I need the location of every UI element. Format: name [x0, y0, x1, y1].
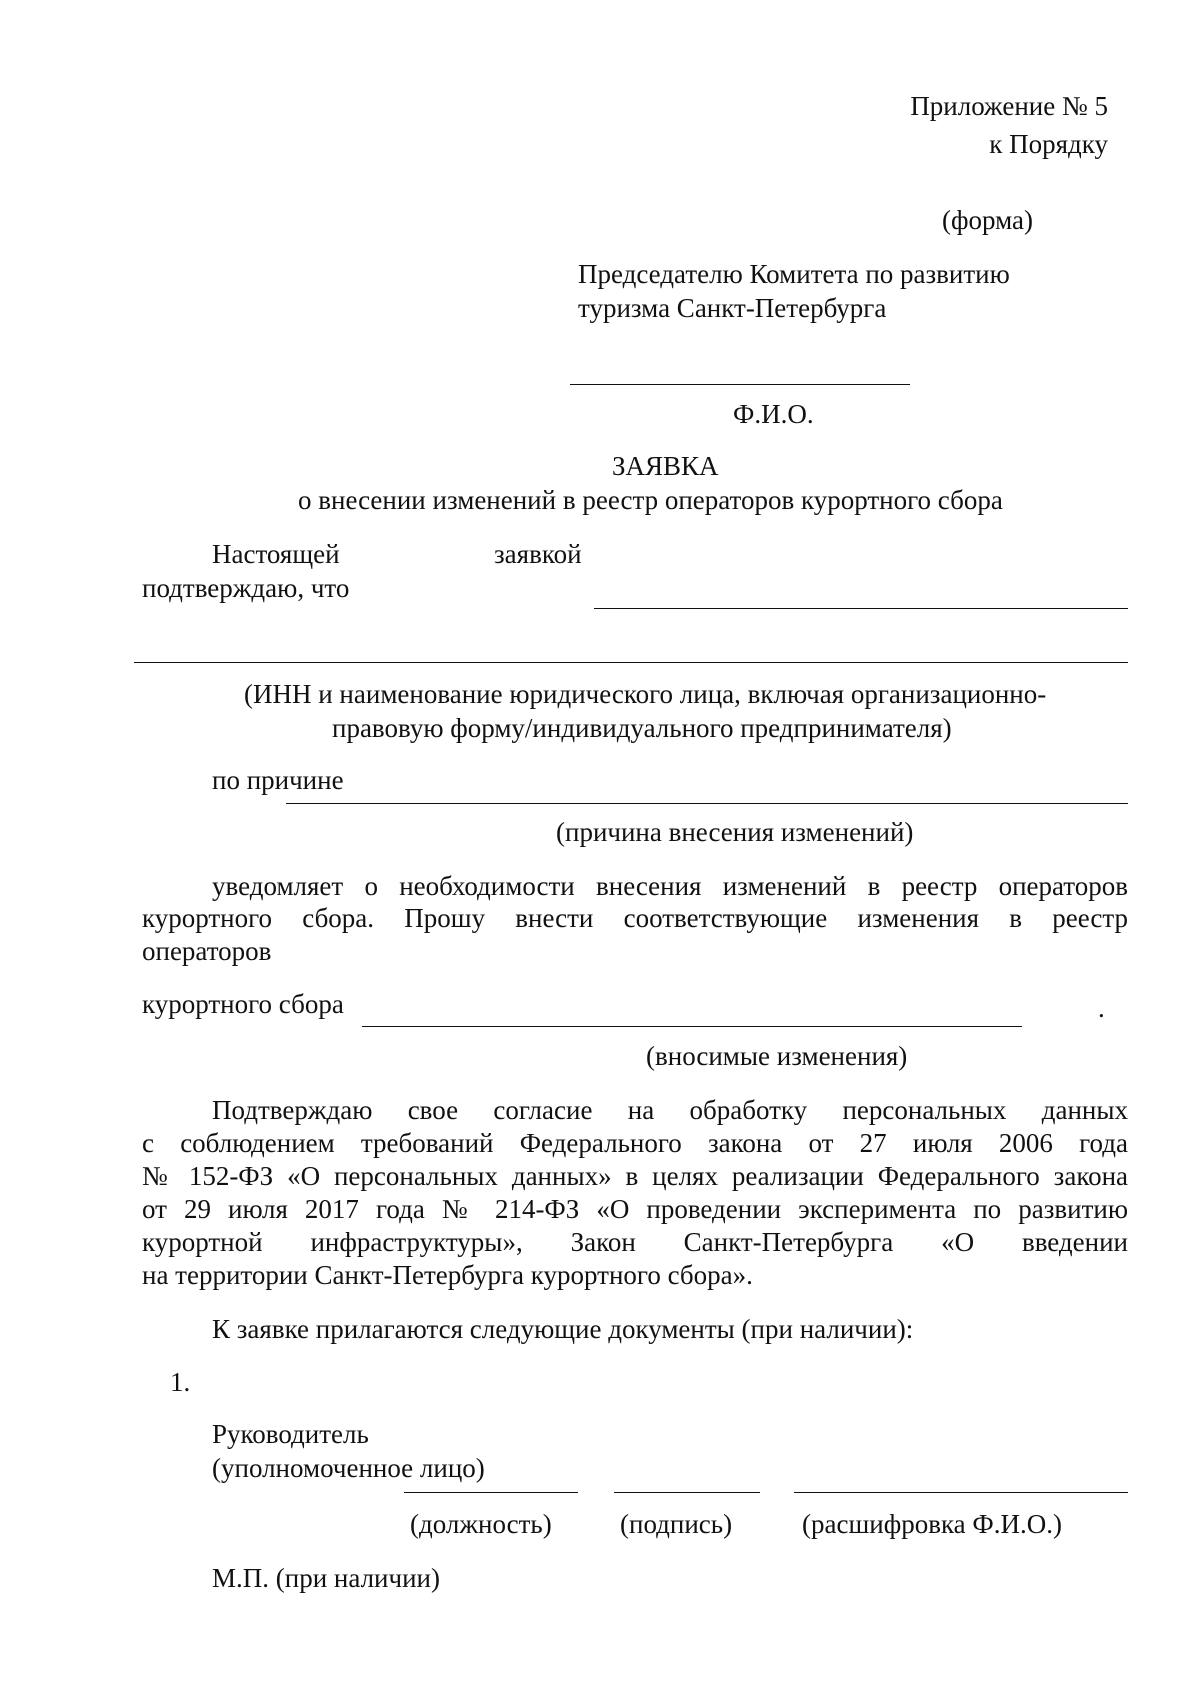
appendix-number: Приложение № 5 [910, 91, 1108, 121]
appendix-reference: к Порядку [989, 129, 1108, 159]
signature-caption: (подпись) [620, 1509, 733, 1539]
notice-line-1: уведомляет о необходимости внесения изменений в реестр операторов [212, 871, 1128, 901]
applicant-word-1: Настоящей [212, 539, 340, 569]
fio-label: Ф.И.О. [733, 399, 814, 429]
position-blank-line [404, 1492, 578, 1493]
fio-blank-line [570, 384, 910, 385]
consent-line-2: с соблюдением требований Федерального закона от 27 июля 2006 года [142, 1128, 1128, 1158]
position-caption: (должность) [410, 1509, 552, 1539]
applicant-line-2: подтверждаю, что [142, 573, 350, 603]
applicant-caption-line-2: правовую форму/индивидуального предпринимателя) [332, 713, 952, 743]
addressee-line-2: туризма Санкт-Петербурга [578, 293, 887, 323]
attachments-intro: К заявке прилагаются следующие документы (при наличии): [212, 1314, 914, 1344]
changes-period: . [1098, 993, 1105, 1023]
form-label: (форма) [942, 205, 1033, 235]
name-caption: (расшифровка Ф.И.О.) [802, 1509, 1062, 1539]
signature-blank-line [614, 1492, 760, 1493]
consent-line-1: Подтверждаю свое согласие на обработку персональных данных [212, 1095, 1128, 1125]
consent-line-4: от 29 июля 2017 года № 214-ФЗ «О проведении эксперимента по развитию [142, 1194, 1128, 1224]
signatory-role-line-2: (уполномоченное лицо) [212, 1453, 485, 1483]
signatory-role-line-1: Руководитель [212, 1419, 369, 1449]
changes-caption: (вносимые изменения) [646, 1041, 908, 1071]
changes-blank-line [362, 1026, 1022, 1027]
attachment-item-1: 1. [170, 1367, 191, 1397]
notice-line-2: курортного сбора. Прошу внести соответствующие изменения в реестр [142, 903, 1128, 933]
reason-caption: (причина внесения изменений) [556, 817, 914, 847]
document-title: ЗАЯВКА [612, 451, 719, 481]
notice-line-3: операторов [142, 936, 272, 966]
addressee-line-1: Председателю Комитета по развитию [578, 259, 1010, 289]
name-blank-line [794, 1492, 1128, 1493]
reason-label: по причине [212, 765, 344, 795]
applicant-word-2: заявкой [494, 539, 582, 569]
applicant-caption-line-1: (ИНН и наименование юридического лица, включая организационно- [244, 679, 1047, 709]
consent-line-5: курортной инфраструктуры», Закон Санкт-Петербурга «О введении [142, 1227, 1128, 1257]
consent-line-6: на территории Санкт-Петербурга курортного сбора». [142, 1260, 753, 1290]
changes-label: курортного сбора [142, 989, 344, 1019]
applicant-blank-line-2 [134, 662, 1128, 663]
consent-line-3: № 152-ФЗ «О персональных данных» в целях реализации Федерального закона [142, 1161, 1128, 1191]
reason-blank-line [286, 803, 1128, 804]
document-subtitle: о внесении изменений в реестр операторов курортного сбора [298, 485, 1003, 515]
seal-label: М.П. (при наличии) [212, 1563, 440, 1593]
applicant-blank-line-1 [594, 608, 1128, 609]
